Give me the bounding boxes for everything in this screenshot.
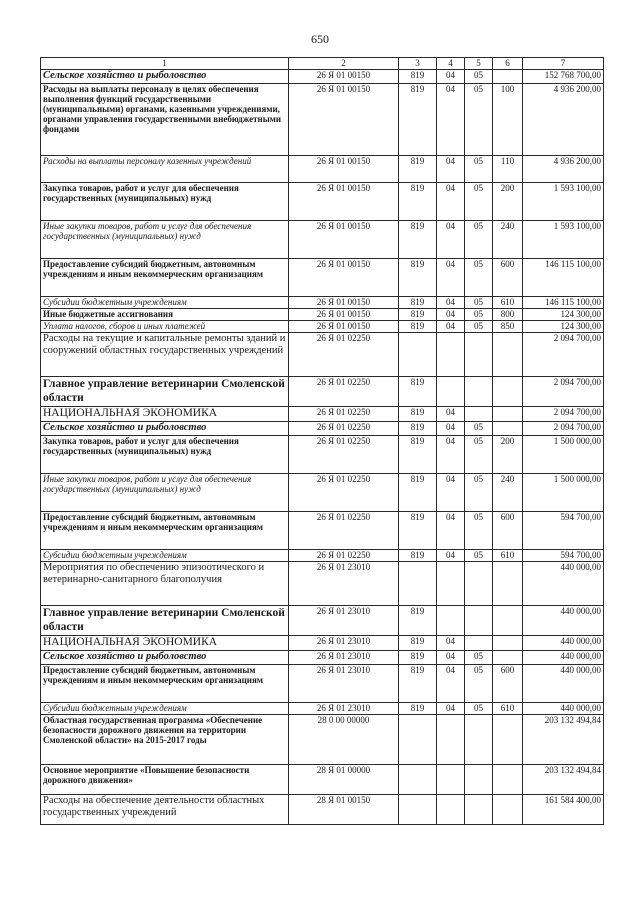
- expense-type-cell: 850: [493, 321, 523, 333]
- item-name-cell: Иные бюджетные ассигнования: [41, 309, 289, 321]
- expense-type-cell: [493, 715, 523, 765]
- table-row: [41, 562, 604, 606]
- target-article-cell: 26 Я 01 00150: [289, 70, 399, 84]
- target-article-cell: 26 Я 01 02250: [289, 333, 399, 377]
- section-cell: [437, 562, 465, 606]
- budget-table: [40, 57, 604, 825]
- subsection-cell: 05: [465, 665, 493, 703]
- ministry-code-cell: 819: [399, 70, 437, 84]
- amount-cell: 594 700,00: [523, 550, 604, 562]
- section-cell: 04: [437, 297, 465, 309]
- expense-type-cell: 240: [493, 221, 523, 259]
- ministry-code-cell: 819: [399, 651, 437, 665]
- item-name-cell: НАЦИОНАЛЬНАЯ ЭКОНОМИКА: [41, 636, 289, 651]
- expense-type-cell: 610: [493, 703, 523, 715]
- amount-cell: 1 500 000,00: [523, 436, 604, 474]
- subsection-cell: 05: [465, 309, 493, 321]
- table-row: [41, 795, 604, 825]
- ministry-code-cell: 819: [399, 297, 437, 309]
- table-row: [41, 333, 604, 377]
- target-article-cell: 26 Я 01 02250: [289, 407, 399, 422]
- ministry-code-cell: 819: [399, 259, 437, 297]
- subsection-cell: [465, 715, 493, 765]
- section-cell: 04: [437, 436, 465, 474]
- amount-cell: 4 936 200,00: [523, 156, 604, 183]
- column-header: 7: [523, 58, 604, 70]
- subsection-cell: 05: [465, 321, 493, 333]
- amount-cell: 146 115 100,00: [523, 297, 604, 309]
- target-article-cell: 26 Я 01 23010: [289, 703, 399, 715]
- expense-type-cell: 600: [493, 512, 523, 550]
- item-name-cell: Расходы на обеспечение деятельности областных государственных учреждений: [41, 795, 289, 825]
- ministry-code-cell: 819: [399, 606, 437, 636]
- item-name-cell: Уплата налогов, сборов и иных платежей: [41, 321, 289, 333]
- item-name-cell: Закупка товаров, работ и услуг для обеспечения государственных (муниципальных) нужд: [41, 436, 289, 474]
- expense-type-cell: 200: [493, 436, 523, 474]
- target-article-cell: 26 Я 01 00150: [289, 183, 399, 221]
- target-article-cell: 26 Я 01 02250: [289, 512, 399, 550]
- expense-type-cell: 610: [493, 297, 523, 309]
- table-row: [41, 156, 604, 183]
- table-row: [41, 606, 604, 636]
- section-cell: 04: [437, 84, 465, 156]
- subsection-cell: [465, 765, 493, 795]
- amount-cell: 146 115 100,00: [523, 259, 604, 297]
- amount-cell: 203 132 494,84: [523, 765, 604, 795]
- target-article-cell: 26 Я 01 23010: [289, 636, 399, 651]
- target-article-cell: 26 Я 01 02250: [289, 377, 399, 407]
- table-row: [41, 550, 604, 562]
- ministry-code-cell: 819: [399, 407, 437, 422]
- ministry-code-cell: 819: [399, 377, 437, 407]
- item-name-cell: Закупка товаров, работ и услуг для обеспечения государственных (муниципальных) нужд: [41, 183, 289, 221]
- table-row: [41, 70, 604, 84]
- item-name-cell: Субсидии бюджетным учреждениям: [41, 550, 289, 562]
- amount-cell: 594 700,00: [523, 512, 604, 550]
- item-name-cell: Главное управление ветеринарии Смоленской области: [41, 377, 289, 407]
- ministry-code-cell: 819: [399, 156, 437, 183]
- subsection-cell: 05: [465, 156, 493, 183]
- page-number: 650: [311, 32, 329, 46]
- amount-cell: 203 132 494,84: [523, 715, 604, 765]
- subsection-cell: [465, 606, 493, 636]
- expense-type-cell: 600: [493, 665, 523, 703]
- column-header: 5: [465, 58, 493, 70]
- expense-type-cell: 600: [493, 259, 523, 297]
- target-article-cell: 26 Я 01 00150: [289, 156, 399, 183]
- expense-type-cell: [493, 377, 523, 407]
- subsection-cell: 05: [465, 703, 493, 715]
- expense-type-cell: [493, 422, 523, 436]
- amount-cell: 4 936 200,00: [523, 84, 604, 156]
- amount-cell: 440 000,00: [523, 703, 604, 715]
- expense-type-cell: [493, 765, 523, 795]
- expense-type-cell: [493, 333, 523, 377]
- section-cell: 04: [437, 636, 465, 651]
- item-name-cell: Расходы на выплаты персоналу в целях обеспечения выполнения функций государственными (муниципальными) органами, казенными учреждениями, органами управления государственными внебюджетными фондами: [41, 84, 289, 156]
- amount-cell: 2 094 700,00: [523, 422, 604, 436]
- section-cell: [437, 795, 465, 825]
- target-article-cell: 26 Я 01 00150: [289, 221, 399, 259]
- target-article-cell: 26 Я 01 00150: [289, 309, 399, 321]
- table-row: [41, 221, 604, 259]
- section-cell: [437, 715, 465, 765]
- section-cell: 04: [437, 259, 465, 297]
- expense-type-cell: [493, 70, 523, 84]
- item-name-cell: Субсидии бюджетным учреждениям: [41, 297, 289, 309]
- ministry-code-cell: 819: [399, 422, 437, 436]
- item-name-cell: Сельское хозяйство и рыболовство: [41, 651, 289, 665]
- expense-type-cell: [493, 606, 523, 636]
- item-name-cell: Мероприятия по обеспечению эпизоотического и ветеринарно-санитарного благополучия: [41, 562, 289, 606]
- amount-cell: 2 094 700,00: [523, 377, 604, 407]
- target-article-cell: 26 Я 01 23010: [289, 562, 399, 606]
- ministry-code-cell: 819: [399, 665, 437, 703]
- column-header-row: [41, 58, 604, 70]
- subsection-cell: 05: [465, 84, 493, 156]
- target-article-cell: 26 Я 01 02250: [289, 422, 399, 436]
- section-cell: 04: [437, 550, 465, 562]
- subsection-cell: 05: [465, 651, 493, 665]
- ministry-code-cell: 819: [399, 84, 437, 156]
- amount-cell: 124 300,00: [523, 309, 604, 321]
- subsection-cell: 05: [465, 70, 493, 84]
- section-cell: [437, 377, 465, 407]
- section-cell: 04: [437, 665, 465, 703]
- ministry-code-cell: 819: [399, 221, 437, 259]
- expense-type-cell: [493, 636, 523, 651]
- section-cell: 04: [437, 422, 465, 436]
- target-article-cell: 26 Я 01 02250: [289, 550, 399, 562]
- target-article-cell: 28 Я 01 00000: [289, 765, 399, 795]
- subsection-cell: [465, 333, 493, 377]
- table-row: [41, 259, 604, 297]
- amount-cell: 440 000,00: [523, 665, 604, 703]
- section-cell: 04: [437, 407, 465, 422]
- subsection-cell: 05: [465, 221, 493, 259]
- expense-type-cell: 200: [493, 183, 523, 221]
- ministry-code-cell: 819: [399, 550, 437, 562]
- subsection-cell: 05: [465, 550, 493, 562]
- column-header: 3: [399, 58, 437, 70]
- subsection-cell: 05: [465, 183, 493, 221]
- section-cell: 04: [437, 321, 465, 333]
- amount-cell: 1 593 100,00: [523, 221, 604, 259]
- ministry-code-cell: 819: [399, 636, 437, 651]
- target-article-cell: 26 Я 01 02250: [289, 474, 399, 512]
- ministry-code-cell: [399, 333, 437, 377]
- section-cell: 04: [437, 156, 465, 183]
- section-cell: 04: [437, 309, 465, 321]
- expense-type-cell: [493, 562, 523, 606]
- table-row: [41, 665, 604, 703]
- subsection-cell: [465, 407, 493, 422]
- target-article-cell: 26 Я 01 00150: [289, 84, 399, 156]
- section-cell: [437, 333, 465, 377]
- expense-type-cell: 610: [493, 550, 523, 562]
- expense-type-cell: 100: [493, 84, 523, 156]
- section-cell: 04: [437, 512, 465, 550]
- column-header: 2: [289, 58, 399, 70]
- section-cell: 04: [437, 474, 465, 512]
- item-name-cell: Расходы на текущие и капитальные ремонты зданий и сооружений областных государственных учреждений: [41, 333, 289, 377]
- subsection-cell: [465, 795, 493, 825]
- target-article-cell: 28 Я 01 00150: [289, 795, 399, 825]
- expense-type-cell: 240: [493, 474, 523, 512]
- table-row: [41, 297, 604, 309]
- table-row: [41, 765, 604, 795]
- target-article-cell: 26 Я 01 00150: [289, 321, 399, 333]
- amount-cell: 152 768 700,00: [523, 70, 604, 84]
- table-row: [41, 703, 604, 715]
- section-cell: [437, 606, 465, 636]
- ministry-code-cell: 819: [399, 512, 437, 550]
- expense-type-cell: [493, 407, 523, 422]
- subsection-cell: [465, 377, 493, 407]
- amount-cell: 440 000,00: [523, 651, 604, 665]
- amount-cell: 161 584 400,00: [523, 795, 604, 825]
- section-cell: 04: [437, 703, 465, 715]
- table-row: [41, 309, 604, 321]
- target-article-cell: 26 Я 01 02250: [289, 436, 399, 474]
- ministry-code-cell: [399, 562, 437, 606]
- target-article-cell: 28 0 00 00000: [289, 715, 399, 765]
- ministry-code-cell: 819: [399, 474, 437, 512]
- expense-type-cell: 110: [493, 156, 523, 183]
- item-name-cell: Сельское хозяйство и рыболовство: [41, 422, 289, 436]
- item-name-cell: Главное управление ветеринарии Смоленской области: [41, 606, 289, 636]
- column-header: 1: [41, 58, 289, 70]
- table-row: [41, 436, 604, 474]
- section-cell: [437, 765, 465, 795]
- ministry-code-cell: 819: [399, 703, 437, 715]
- table-row: [41, 321, 604, 333]
- expense-type-cell: [493, 795, 523, 825]
- target-article-cell: 26 Я 01 23010: [289, 606, 399, 636]
- ministry-code-cell: [399, 765, 437, 795]
- table-row: [41, 512, 604, 550]
- table-row: [41, 183, 604, 221]
- amount-cell: 2 094 700,00: [523, 407, 604, 422]
- subsection-cell: 05: [465, 422, 493, 436]
- amount-cell: 440 000,00: [523, 606, 604, 636]
- subsection-cell: 05: [465, 259, 493, 297]
- expense-type-cell: 800: [493, 309, 523, 321]
- amount-cell: 124 300,00: [523, 321, 604, 333]
- target-article-cell: 26 Я 01 00150: [289, 297, 399, 309]
- table-row: [41, 474, 604, 512]
- subsection-cell: 05: [465, 436, 493, 474]
- column-header: 6: [493, 58, 523, 70]
- item-name-cell: Иные закупки товаров, работ и услуг для обеспечения государственных (муниципальных) нужд: [41, 474, 289, 512]
- expense-type-cell: [493, 651, 523, 665]
- target-article-cell: 26 Я 01 23010: [289, 665, 399, 703]
- ministry-code-cell: [399, 715, 437, 765]
- subsection-cell: 05: [465, 474, 493, 512]
- subsection-cell: 05: [465, 297, 493, 309]
- ministry-code-cell: 819: [399, 436, 437, 474]
- table-row: [41, 407, 604, 422]
- section-cell: 04: [437, 221, 465, 259]
- item-name-cell: Областная государственная программа «Обеспечение безопасности дорожного движения на территории Смоленской области» на 2015-2017 годы: [41, 715, 289, 765]
- item-name-cell: Расходы на выплаты персоналу казенных учреждений: [41, 156, 289, 183]
- item-name-cell: Предоставление субсидий бюджетным, автономным учреждениям и иным некоммерческим организациям: [41, 512, 289, 550]
- table-row: [41, 377, 604, 407]
- item-name-cell: Субсидии бюджетным учреждениям: [41, 703, 289, 715]
- subsection-cell: [465, 562, 493, 606]
- amount-cell: 2 094 700,00: [523, 333, 604, 377]
- subsection-cell: [465, 636, 493, 651]
- section-cell: 04: [437, 183, 465, 221]
- amount-cell: 1 500 000,00: [523, 474, 604, 512]
- section-cell: 04: [437, 651, 465, 665]
- ministry-code-cell: 819: [399, 183, 437, 221]
- target-article-cell: 26 Я 01 23010: [289, 651, 399, 665]
- item-name-cell: Иные закупки товаров, работ и услуг для обеспечения государственных (муниципальных) нужд: [41, 221, 289, 259]
- target-article-cell: 26 Я 01 00150: [289, 259, 399, 297]
- amount-cell: 440 000,00: [523, 636, 604, 651]
- column-header: 4: [437, 58, 465, 70]
- item-name-cell: Предоставление субсидий бюджетным, автономным учреждениям и иным некоммерческим организациям: [41, 259, 289, 297]
- ministry-code-cell: 819: [399, 321, 437, 333]
- table-row: [41, 84, 604, 156]
- table-row: [41, 422, 604, 436]
- ministry-code-cell: 819: [399, 309, 437, 321]
- amount-cell: 1 593 100,00: [523, 183, 604, 221]
- table-row: [41, 636, 604, 651]
- table-row: [41, 651, 604, 665]
- item-name-cell: Сельское хозяйство и рыболовство: [41, 70, 289, 84]
- ministry-code-cell: [399, 795, 437, 825]
- table-row: [41, 715, 604, 765]
- item-name-cell: НАЦИОНАЛЬНАЯ ЭКОНОМИКА: [41, 407, 289, 422]
- subsection-cell: 05: [465, 512, 493, 550]
- section-cell: 04: [437, 70, 465, 84]
- item-name-cell: Предоставление субсидий бюджетным, автономным учреждениям и иным некоммерческим организациям: [41, 665, 289, 703]
- item-name-cell: Основное мероприятие «Повышение безопасности дорожного движения»: [41, 765, 289, 795]
- amount-cell: 440 000,00: [523, 562, 604, 606]
